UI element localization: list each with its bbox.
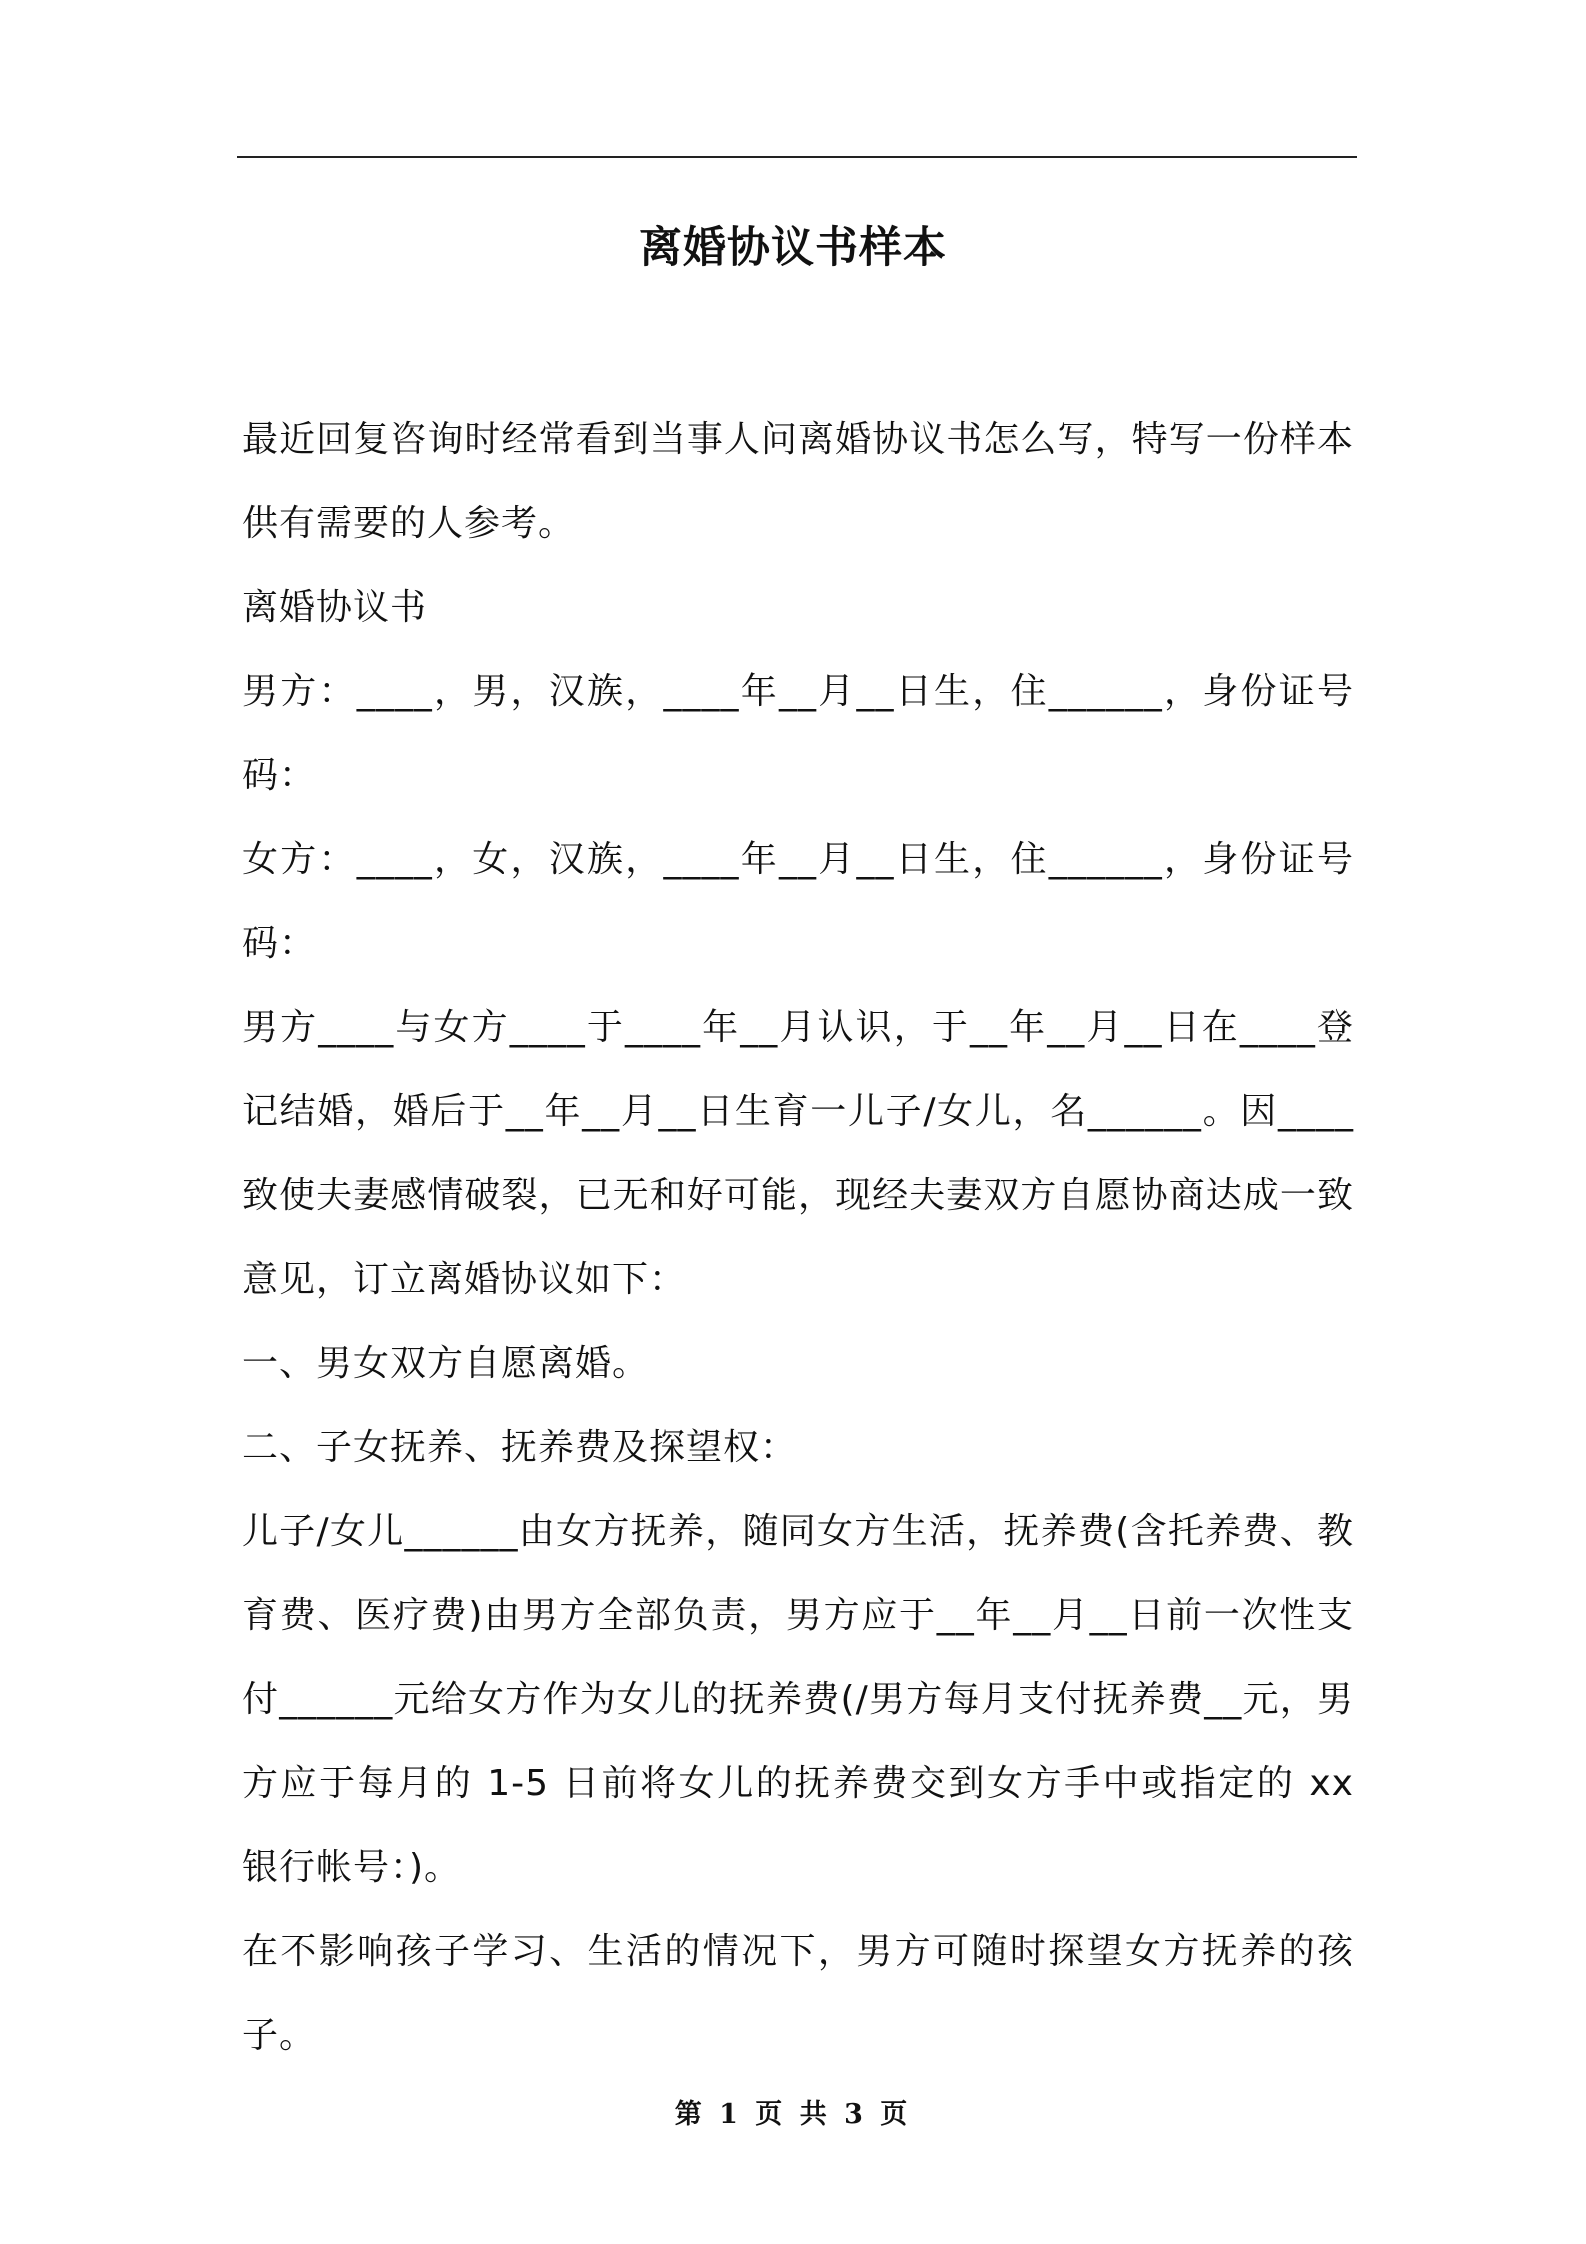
paragraph-clause-1: 一、男女双方自愿离婚。 — [242, 1343, 650, 1384]
paragraph-clause-2: 二、子女抚养、抚养费及探望权： — [242, 1427, 798, 1468]
page-number-footer: 第 1 页 共 3 页 — [674, 2099, 912, 2130]
paragraph-husband-info: 男方：____，男，汉族，____年__月__日生，住______，身份证号码： — [242, 671, 1354, 796]
paragraph-heading: 离婚协议书 — [242, 587, 428, 628]
paragraph-intro: 最近回复咨询时经常看到当事人问离婚协议书怎么写，特写一份样本供有需要的人参考。 — [242, 419, 1354, 544]
paragraph-marriage-history: 男方____与女方____于____年__月认识，于__年__月__日在____登记结婚，婚后于__年__月__日生育一儿子/女儿，名______。因____致使夫妻感情破裂，已无和好可能，现经夫妻双方自愿协商达成一致意见，订立离婚协议如下： — [242, 1007, 1354, 1300]
header-divider — [237, 156, 1357, 158]
paragraph-wife-info: 女方：____，女，汉族，____年__月__日生，住______，身份证号码： — [242, 839, 1354, 964]
document-body — [242, 398, 1354, 2078]
paragraph-child-support: 儿子/女儿______由女方抚养，随同女方生活，抚养费(含托养费、教育费、医疗费)由男方全部负责，男方应于__年__月__日前一次性支付______元给女方作为女儿的抚养费(/男方每月支付抚养费__元，男方应于每月的 1-5 日前将女儿的抚养费交到女方手中或指定的 xx 银行帐号：)。 — [242, 1511, 1354, 1888]
document-title: 离婚协议书样本 — [639, 223, 947, 273]
paragraph-visitation: 在不影响孩子学习、生活的情况下，男方可随时探望女方抚养的孩子。 — [242, 1931, 1354, 2056]
